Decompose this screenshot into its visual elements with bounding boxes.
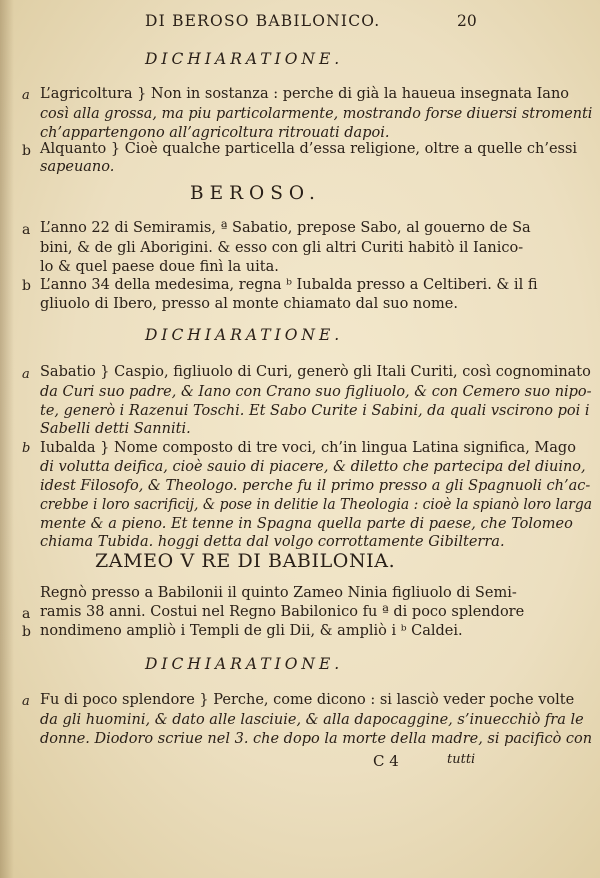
page-number: 20 [457, 12, 477, 30]
note-line: mente & a pieno. Et tenne in Spagna quella parte di paese, che Tolomeo [40, 516, 573, 532]
note-line: da Curi suo padre, & Iano con Crano suo figliuolo, & con Cemero suo nipo- [40, 384, 592, 400]
text-line: L’anno 22 di Semiramis, ª Sabatio, prepose Sabo, al gouerno de Sa [40, 220, 531, 236]
text-line: lo & quel paese doue finì la uita. [40, 259, 279, 275]
note-line: donne. Diodoro scriue nel 3. che dopo la morte della madre, si pacificò con [40, 731, 593, 747]
running-title: DI BEROSO BABILONICO. [145, 12, 381, 30]
note-line: da gli huomini, & dato alle lasciuie, & alla dapocaggine, s’inuecchiò fra le [40, 712, 584, 728]
note-line: idest Filosofo, & Theologo. perche fu il primo presso a gli Spagnuoli ch’ac- [40, 478, 591, 494]
note-line: Iubalda } Nome composto di tre voci, ch’in lingua Latina significa, Mago [40, 440, 576, 456]
section-heading-zameo: ZAMEO V RE DI BABILONIA. [95, 550, 396, 572]
text-line: ramis 38 anni. Costui nel Regno Babilonico fu ª di poco splendore [40, 604, 525, 620]
note-line: chiama Tubida. hoggi detta dal volgo corrottamente Gibilterra. [40, 534, 505, 550]
note-marker-b: b [22, 143, 31, 159]
signature-mark: C 4 [373, 752, 399, 770]
note-line: Sabelli detti Sanniti. [40, 421, 191, 437]
note-marker-b: b [22, 278, 31, 294]
note-marker-a: a [22, 367, 30, 382]
note-line: Fu di poco splendore } Perche, come dicono : si lasciò veder poche volte [40, 692, 575, 708]
section-heading-dichiaratione-3: DICHIARATIONE. [145, 655, 344, 673]
note-marker-a: a [22, 694, 30, 709]
note-line: ch’appartengono all’agricoltura ritrouati dapoi. [40, 125, 390, 141]
text-line: nondimeno ampliò i Templi de gli Dii, & ampliò i ᵇ Caldei. [40, 623, 463, 639]
note-marker-b: b [22, 624, 31, 640]
note-line: crebbe i loro sacrificij, & pose in delitie la Theologia : cioè la spianò loro larga [40, 497, 593, 513]
note-line: di volutta deifica, cioè sauio di piacere, & diletto che partecipa del diuino, [40, 459, 586, 475]
note-line: Sabatio } Caspio, figliuolo di Curi, generò gli Itali Curiti, così cognominato [40, 364, 591, 380]
text-line: gliuolo di Ibero, presso al monte chiamato dal suo nome. [40, 296, 458, 312]
note-marker-b: b [22, 441, 31, 456]
note-line: L’agricoltura } Non in sostanza : perche di già la haueua insegnata Iano [40, 86, 570, 102]
note-line: sapeuano. [40, 159, 115, 175]
section-heading-dichiaratione-1: DICHIARATIONE. [145, 50, 344, 68]
text-line: L’anno 34 della medesima, regna ᵇ Iubalda presso a Celtiberi. & il fi [40, 277, 538, 293]
note-marker-a: a [22, 606, 31, 622]
text-line: bini, & de gli Aborigini. & esso con gli altri Curiti habitò il Ianico- [40, 240, 524, 256]
note-line: così alla grossa, ma piu particolarmente, mostrando forse diuersi stromenti [40, 106, 593, 122]
section-heading-dichiaratione-2: DICHIARATIONE. [145, 326, 344, 344]
section-heading-beroso: BEROSO. [190, 183, 321, 204]
note-marker-a: a [22, 222, 31, 238]
catchword: tutti [447, 752, 476, 767]
note-line: Alquanto } Cioè qualche particella d’essa religione, oltre a quelle ch’essi [40, 141, 578, 157]
note-line: te, generò i Razenui Toschi. Et Sabo Curite i Sabini, da quali vscirono poi i [40, 403, 590, 419]
text-line: Regnò presso a Babilonii il quinto Zameo Ninia figliuolo di Semi- [40, 585, 517, 601]
note-marker-a: a [22, 88, 30, 103]
